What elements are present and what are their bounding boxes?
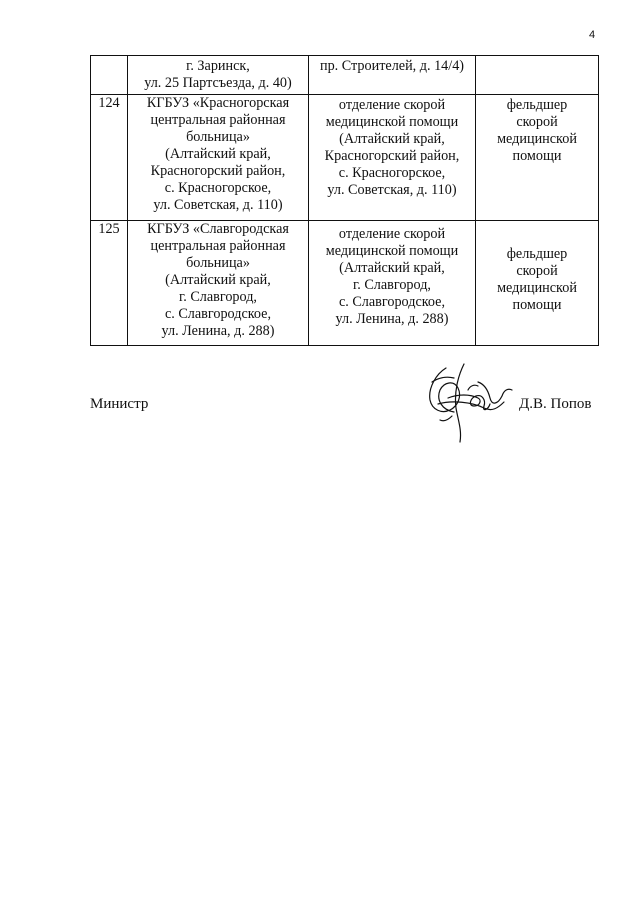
row-number: 125 [98,221,120,237]
row-number: 124 [98,95,120,111]
table-row [91,221,599,346]
position-text: фельдшер скорой медицинской помощи [497,97,577,164]
institution-cell [128,221,309,346]
position-cell [476,95,599,221]
unit-cell [309,56,476,95]
unit-cell [309,221,476,346]
position-cell [476,56,599,95]
position-text: фельдшер скорой медицинской помощи [497,246,577,313]
page-number: 4 [589,29,596,41]
institution-text: КГБУЗ «Красногорская центральная районная больница» (Алтайский край, Красногорский район, с. Красногорское, ул. Советская, д. 110) [146,95,290,213]
table-row [91,95,599,221]
institution-text: г. Заринск, ул. 25 Партсъезда, д. 40) [144,58,292,91]
unit-text: пр. Строителей, д. 14/4) [319,58,465,74]
unit-cell [309,95,476,221]
institution-text: КГБУЗ «Славгородская центральная районная больница» (Алтайский край, г. Славгород, с. Славгородское, ул. Ленина, д. 288) [147,221,289,339]
row-number-cell [91,95,128,221]
table-row [91,56,599,95]
row-number-cell [91,221,128,346]
unit-text: отделение скорой медицинской помощи (Алтайский край, Красногорский район, с. Красногорское, ул. Советская, д. 110) [324,97,460,198]
signatory-name: Д.В. Попов [519,396,592,412]
unit-text: отделение скорой медицинской помощи (Алтайский край, г. Славгород, с. Славгородское, ул. Ленина, д. 288) [325,226,459,327]
row-number-cell [91,56,128,95]
institution-cell [128,95,309,221]
handwritten-signature-icon [418,360,514,446]
position-cell [476,221,599,346]
institution-cell [128,56,309,95]
registry-table [90,55,599,346]
signatory-title: Министр [90,396,149,412]
